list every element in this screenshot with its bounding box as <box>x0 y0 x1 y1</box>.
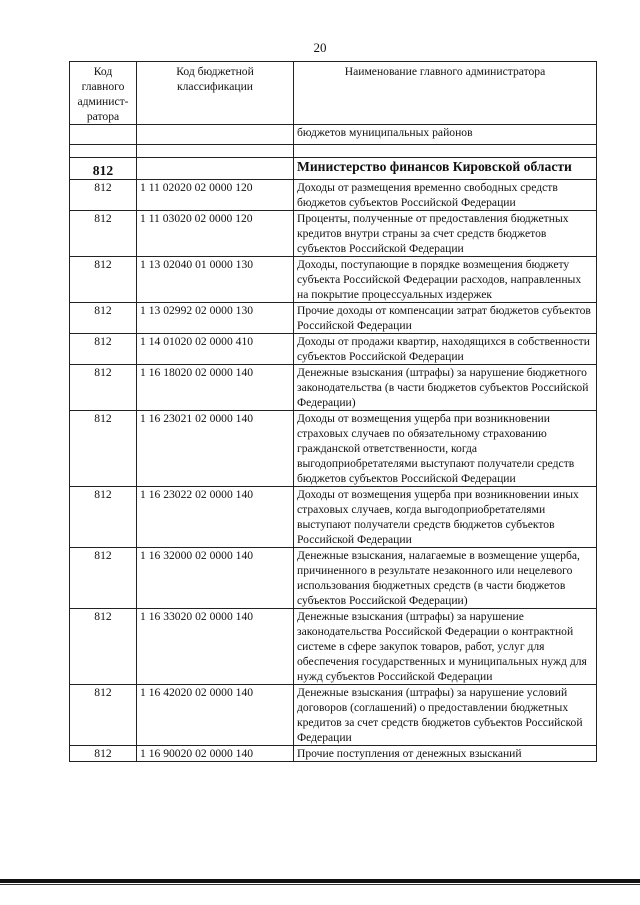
cell-admin-code: 812 <box>70 365 137 411</box>
cell-budget-code: 1 16 90020 02 0000 140 <box>137 746 294 762</box>
cell-admin-code: 812 <box>70 180 137 211</box>
cell-revenue-name: Доходы от размещения временно свободных средств бюджетов субъектов Российской Федерации <box>294 180 597 211</box>
cell-empty <box>137 145 294 158</box>
cell-budget-code: 1 16 33020 02 0000 140 <box>137 609 294 685</box>
cell-revenue-name: Денежные взыскания, налагаемые в возмещение ущерба, причиненного в результате незаконного или нецелевого использования бюджетных средств (в части бюджетов субъектов Российской Федерации) <box>294 548 597 609</box>
header-administrator-name: Наименование главного администратора <box>294 62 597 125</box>
cell-admin-code: 812 <box>70 685 137 746</box>
cell-admin-code: 812 <box>70 609 137 685</box>
cell-revenue-name: Прочие поступления от денежных взысканий <box>294 746 597 762</box>
cell-budget-code: 1 16 18020 02 0000 140 <box>137 365 294 411</box>
cell-revenue-name: Доходы от возмещения ущерба при возникновении страховых случаев по обязательному страхованию гражданской ответственности, когда выгодоприобретателями выступают получатели средств бюджетов субъектов Российской Федерации <box>294 411 597 487</box>
cell-budget-code: 1 16 23022 02 0000 140 <box>137 487 294 548</box>
cell-admin-code: 812 <box>70 487 137 548</box>
cell-budget-code: 1 14 01020 02 0000 410 <box>137 334 294 365</box>
cell-empty <box>137 158 294 180</box>
cell-revenue-name: Доходы, поступающие в порядке возмещения бюджету субъекта Российской Федерации расходов, направленных на покрытие процессуальных издержек <box>294 257 597 303</box>
cell-admin-code: 812 <box>70 303 137 334</box>
cell-empty <box>294 145 597 158</box>
cell-admin-code: 812 <box>70 211 137 257</box>
table-row <box>70 211 597 257</box>
cell-revenue-name: Проценты, полученные от предоставления бюджетных кредитов внутри страны за счет средств бюджетов субъектов Российской Федерации <box>294 211 597 257</box>
cell-budget-code: 1 11 03020 02 0000 120 <box>137 211 294 257</box>
header-budget-code: Код бюджетной классификации <box>137 62 294 125</box>
continuation-row <box>70 125 597 145</box>
cell-revenue-name: Денежные взыскания (штрафы) за нарушение законодательства Российской Федерации о контрактной системе в сфере закупок товаров, работ, услуг для обеспечения государственных и муниципальных нужд для нужд субъектов Российской Федерации <box>294 609 597 685</box>
table-header <box>70 62 597 125</box>
ministry-name: Министерство финансов Кировской области <box>294 158 597 180</box>
cell-revenue-name: Доходы от продажи квартир, находящихся в собственности субъектов Российской Федерации <box>294 334 597 365</box>
cell-budget-code: 1 16 32000 02 0000 140 <box>137 548 294 609</box>
cell-admin-code: 812 <box>70 746 137 762</box>
cell-budget-code: 1 16 23021 02 0000 140 <box>137 411 294 487</box>
table-row <box>70 365 597 411</box>
table-row <box>70 257 597 303</box>
ministry-code: 812 <box>70 158 137 180</box>
cell-empty <box>70 125 137 145</box>
cell-empty <box>137 125 294 145</box>
cell-revenue-name: Денежные взыскания (штрафы) за нарушение условий договоров (соглашений) о предоставлении бюджетных кредитов за счет средств бюджетов субъектов Российской Федерации <box>294 685 597 746</box>
table-row <box>70 303 597 334</box>
header-admin-code: Код главного админист-ратора <box>70 62 137 125</box>
cell-budget-code: 1 13 02040 01 0000 130 <box>137 257 294 303</box>
cell-budget-code: 1 13 02992 02 0000 130 <box>137 303 294 334</box>
continuation-text: бюджетов муниципальных районов <box>294 125 597 145</box>
cell-revenue-name: Денежные взыскания (штрафы) за нарушение бюджетного законодательства (в части бюджетов субъектов Российской Федерации) <box>294 365 597 411</box>
table-row <box>70 334 597 365</box>
table-row <box>70 685 597 746</box>
spacer-row <box>70 145 597 158</box>
table-row <box>70 548 597 609</box>
table-row <box>70 180 597 211</box>
page-number: 20 <box>313 40 327 55</box>
cell-budget-code: 1 16 42020 02 0000 140 <box>137 685 294 746</box>
cell-admin-code: 812 <box>70 257 137 303</box>
table-body <box>70 125 597 762</box>
cell-empty <box>70 145 137 158</box>
cell-revenue-name: Прочие доходы от компенсации затрат бюджетов субъектов Российской Федерации <box>294 303 597 334</box>
table-row <box>70 487 597 548</box>
budget-classification-table <box>69 61 597 762</box>
cell-revenue-name: Доходы от возмещения ущерба при возникновении иных страховых случаев, когда выгодоприобретателями выступают получатели средств бюджетов субъектов Российской Федерации <box>294 487 597 548</box>
table-row <box>70 746 597 762</box>
ministry-row <box>70 158 597 180</box>
cell-admin-code: 812 <box>70 548 137 609</box>
cell-admin-code: 812 <box>70 411 137 487</box>
cell-admin-code: 812 <box>70 334 137 365</box>
bottom-border-line <box>0 879 640 883</box>
table-row <box>70 609 597 685</box>
cell-budget-code: 1 11 02020 02 0000 120 <box>137 180 294 211</box>
bottom-border-line <box>0 884 640 885</box>
table-row <box>70 411 597 487</box>
